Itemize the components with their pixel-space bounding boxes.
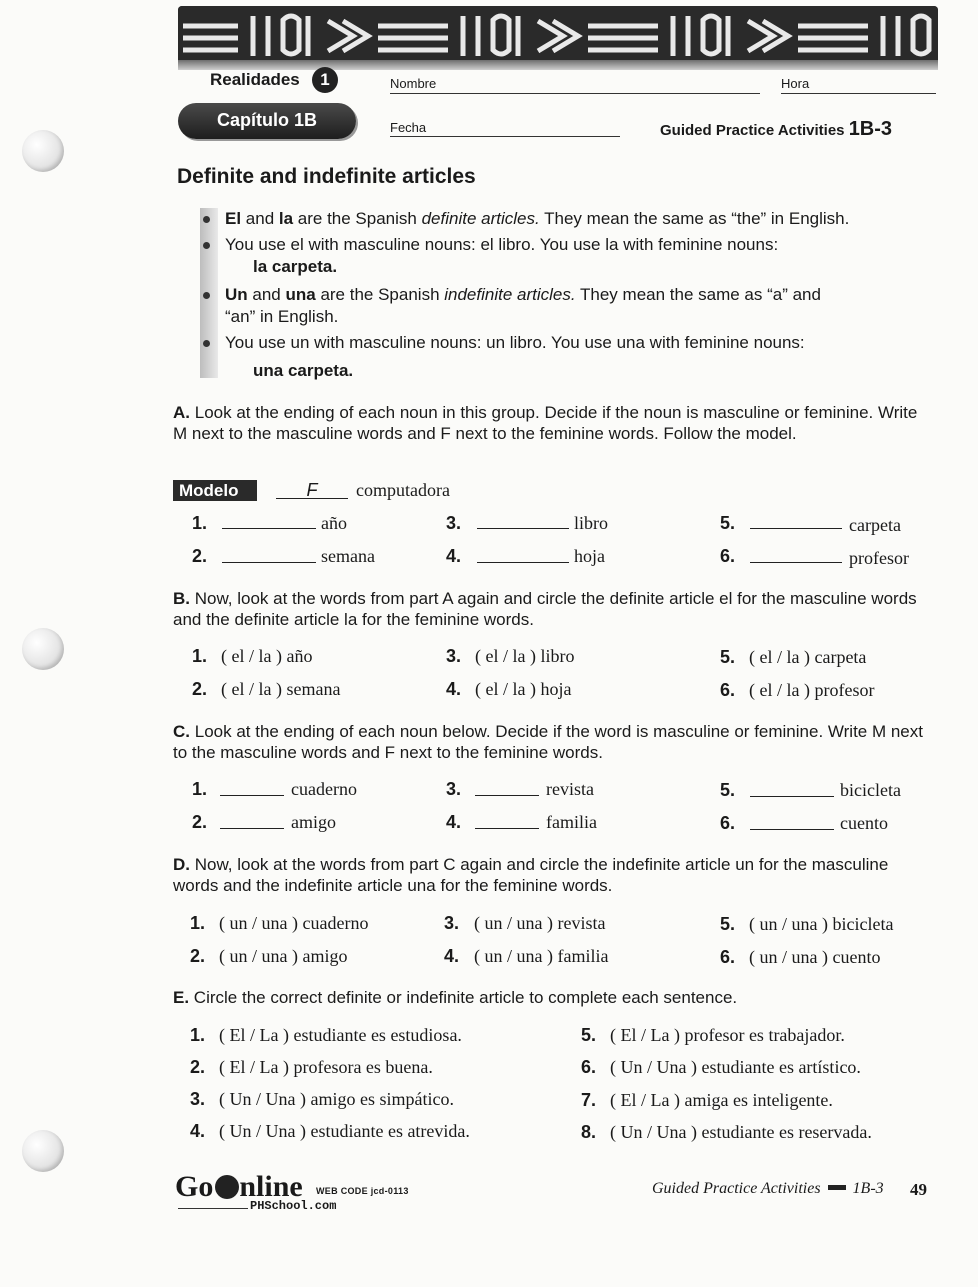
- answer-blank[interactable]: [477, 548, 569, 563]
- item-number: 3.: [446, 646, 462, 666]
- part-d-letter: D.: [173, 855, 190, 874]
- item-number: 2.: [190, 1057, 206, 1077]
- item-number: 3.: [444, 913, 460, 933]
- item-number: 6.: [720, 813, 736, 833]
- article-choice[interactable]: ( un / una ) bicicleta: [749, 914, 894, 934]
- article-choice[interactable]: ( un / una ) revista: [474, 913, 606, 933]
- part-a-text: Look at the ending of each noun in this group. Decide if the noun is masculine or feminine. Write M next to the masculine words and F next to the feminine words. Follow the model.: [173, 403, 918, 443]
- bullet-1-italic: definite articles.: [421, 209, 540, 228]
- noun-word: revista: [546, 779, 594, 799]
- part-d-instructions: [173, 854, 933, 896]
- article-choice[interactable]: ( el / la ) carpeta: [749, 647, 867, 667]
- answer-blank[interactable]: [750, 548, 842, 563]
- answer-blank[interactable]: [475, 814, 539, 829]
- item-number: 6.: [720, 546, 736, 566]
- item-number: 8.: [581, 1122, 597, 1142]
- page-title: Definite and indefinite articles: [177, 165, 476, 188]
- article-choice[interactable]: ( un / una ) familia: [474, 946, 609, 966]
- noun-word: libro: [574, 513, 608, 533]
- activity-title: [660, 118, 892, 141]
- answer-blank[interactable]: [750, 815, 834, 830]
- footer-activity-title: Guided Practice Activities: [652, 1180, 821, 1197]
- bullet-dot: [203, 292, 210, 299]
- item-number: 5.: [720, 780, 736, 800]
- sentence-choice[interactable]: ( El / La ) profesor es trabajador.: [610, 1025, 845, 1045]
- item-number: 6.: [720, 680, 736, 700]
- bullet-3-text-c: They mean the same as “a” and: [575, 285, 821, 304]
- noun-word: familia: [546, 812, 597, 832]
- level-badge: 1: [312, 67, 338, 93]
- item-number: 3.: [446, 779, 462, 799]
- bullet-1: [225, 208, 849, 230]
- sentence-choice[interactable]: ( Un / Una ) estudiante es reservada.: [610, 1122, 872, 1142]
- part-e-text: Circle the correct definite or indefinite article to complete each sentence.: [193, 988, 738, 1007]
- sentence-choice[interactable]: ( El / La ) estudiante es estudiosa.: [219, 1025, 462, 1045]
- sentence-choice[interactable]: ( El / La ) amiga es inteligente.: [610, 1090, 833, 1110]
- noun-word: semana: [321, 546, 375, 566]
- item-number: 1.: [192, 779, 208, 799]
- logo-underline: [178, 1208, 248, 1209]
- item-number: 4.: [190, 1121, 206, 1141]
- part-b-letter: B.: [173, 589, 190, 608]
- bullet-3-italic: indefinite articles.: [444, 285, 576, 304]
- article-choice[interactable]: ( un / una ) cuaderno: [219, 913, 369, 933]
- bullet-3-line-2: “an” in English.: [225, 307, 339, 326]
- bullet-1-text-b: are the Spanish: [293, 209, 422, 228]
- item-number: 1.: [192, 646, 208, 666]
- answer-blank[interactable]: [750, 514, 842, 529]
- bullet-3-bold-b: una: [285, 285, 316, 304]
- part-c-text: Look at the ending of each noun below. Decide if the word is masculine or feminine. Write M next to the masculine words and F next to the feminine words.: [173, 722, 923, 762]
- part-a-letter: A.: [173, 403, 190, 422]
- modelo-label: Modelo: [173, 480, 257, 501]
- article-choice[interactable]: ( un / una ) amigo: [219, 946, 348, 966]
- bullet-4-line-1: You use un with masculine nouns: un libro. You use una with feminine nouns:: [225, 333, 805, 352]
- bullet-1-bold: El: [225, 209, 242, 228]
- answer-blank[interactable]: [222, 514, 316, 529]
- sentence-choice[interactable]: ( El / La ) profesora es buena.: [219, 1057, 433, 1077]
- item-number: 2.: [190, 946, 206, 966]
- answer-blank[interactable]: [477, 514, 569, 529]
- item-number: 4.: [446, 812, 462, 832]
- article-choice[interactable]: ( un / una ) cuento: [749, 947, 881, 967]
- noun-word: año: [321, 513, 347, 533]
- part-c-instructions: [173, 721, 933, 763]
- footer-code: 1B-3: [852, 1180, 884, 1197]
- bullet-2-line-1: You use el with masculine nouns: el libro. You use la with feminine nouns:: [225, 235, 779, 254]
- fecha-field[interactable]: [390, 136, 620, 137]
- item-number: 1.: [192, 513, 208, 533]
- sentence-choice[interactable]: ( Un / Una ) amigo es simpático.: [219, 1089, 454, 1109]
- item-number: 5.: [720, 914, 736, 934]
- modelo-word: computadora: [356, 480, 450, 500]
- item-number: 2.: [192, 546, 208, 566]
- item-number: 4.: [446, 546, 462, 566]
- item-number: 7.: [581, 1090, 597, 1110]
- item-number: 4.: [446, 679, 462, 699]
- binder-hole-middle: [22, 628, 64, 670]
- article-choice[interactable]: ( el / la ) libro: [475, 646, 575, 666]
- bullet-3-text-b: are the Spanish: [315, 285, 445, 304]
- noun-word: amigo: [291, 812, 336, 832]
- bullet-3-bold: Un: [225, 285, 248, 304]
- footer-activity: [652, 1180, 884, 1198]
- activity-title-text: Guided Practice Activities: [660, 122, 845, 139]
- bullet-1-bold-b: la: [278, 209, 294, 228]
- bullet-1-text-a: and: [241, 209, 279, 228]
- noun-word: hoja: [574, 546, 605, 566]
- noun-word: bicicleta: [840, 780, 901, 800]
- dash-icon: [828, 1185, 846, 1190]
- bullet-4-line-2: una carpeta.: [253, 361, 354, 380]
- item-number: 4.: [444, 946, 460, 966]
- item-number: 6.: [581, 1057, 597, 1077]
- item-number: 5.: [581, 1025, 597, 1045]
- item-number: 1.: [190, 913, 206, 933]
- answer-blank[interactable]: [222, 548, 316, 563]
- fecha-label: Fecha: [390, 120, 427, 135]
- noun-word: profesor: [849, 548, 909, 568]
- item-number: 3.: [190, 1089, 206, 1109]
- part-a-instructions: [173, 402, 933, 444]
- activity-code: 1B-3: [848, 118, 893, 140]
- part-c-letter: C.: [173, 722, 190, 741]
- item-number: 3.: [446, 513, 462, 533]
- answer-blank[interactable]: [220, 781, 284, 796]
- decorative-banner: [178, 6, 938, 64]
- noun-word: carpeta: [849, 515, 901, 535]
- hora-label: Hora: [781, 76, 810, 91]
- go-online-go: Go: [175, 1170, 214, 1203]
- article-choice[interactable]: ( el / la ) semana: [221, 679, 341, 699]
- bullet-2-line-2: la carpeta.: [253, 257, 338, 276]
- part-e-instructions: [173, 987, 933, 1008]
- noun-word: cuento: [840, 813, 888, 833]
- hora-field[interactable]: [781, 93, 936, 94]
- part-b-text: Now, look at the words from part A again and circle the definite article el for the masculine words and the definite article la for the feminine words.: [173, 589, 917, 629]
- part-e-letter: E.: [173, 988, 190, 1007]
- article-choice[interactable]: ( el / la ) hoja: [475, 679, 572, 699]
- bullet-1-text-c: They mean the same as “the” in English.: [539, 209, 850, 228]
- banner-shadow: [178, 60, 938, 70]
- web-code: WEB CODE jcd-0113: [316, 1186, 409, 1196]
- part-d-text: Now, look at the words from part C again and circle the indefinite article un for the masculine words and the indefinite article una for the feminine words.: [173, 855, 889, 895]
- item-number: 2.: [192, 812, 208, 832]
- item-number: 5.: [720, 513, 736, 533]
- phschool-link[interactable]: PHSchool.com: [250, 1199, 337, 1213]
- answer-blank[interactable]: [220, 814, 284, 829]
- bullet-3: [225, 284, 821, 306]
- item-number: 5.: [720, 647, 736, 667]
- chapter-pill: Capítulo 1B: [178, 103, 356, 139]
- page-number: 49: [910, 1180, 927, 1199]
- bullet-dot: [203, 340, 210, 347]
- item-number: 2.: [192, 679, 208, 699]
- bullet-dot: [203, 242, 210, 249]
- nombre-field[interactable]: [390, 93, 760, 94]
- binder-hole-top: [22, 130, 64, 172]
- globe-icon: [215, 1175, 239, 1199]
- realidades-label: Realidades: [210, 70, 300, 89]
- part-b-instructions: [173, 588, 933, 630]
- bullet-3-text-a: and: [247, 285, 286, 304]
- answer-blank[interactable]: [475, 781, 539, 796]
- noun-word: cuaderno: [291, 779, 357, 799]
- go-online-online: nline: [239, 1170, 303, 1203]
- sentence-choice[interactable]: ( Un / Una ) estudiante es artístico.: [610, 1057, 861, 1077]
- item-number: 1.: [190, 1025, 206, 1045]
- answer-blank[interactable]: [750, 782, 834, 797]
- article-choice[interactable]: ( el / la ) año: [221, 646, 313, 666]
- bullet-dot: [203, 216, 210, 223]
- modelo-answer: F: [276, 480, 348, 499]
- article-choice[interactable]: ( el / la ) profesor: [749, 680, 875, 700]
- nombre-label: Nombre: [390, 76, 437, 91]
- item-number: 6.: [720, 947, 736, 967]
- binder-hole-bottom: [22, 1130, 64, 1172]
- sentence-choice[interactable]: ( Un / Una ) estudiante es atrevida.: [219, 1121, 470, 1141]
